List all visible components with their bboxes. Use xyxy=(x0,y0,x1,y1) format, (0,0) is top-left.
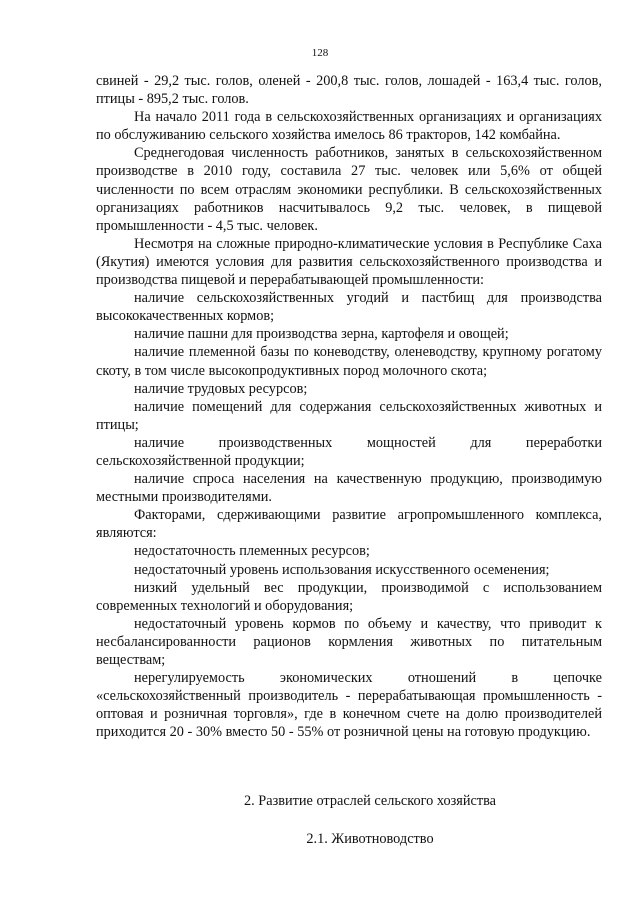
list-item-feed: недостаточный уровень кормов по объему и качеству, что приводит к несбалансированности рационов кормления животных по питательным веществам; xyxy=(96,615,602,668)
list-item-breeding-shortage: недостаточность племенных ресурсов; xyxy=(134,543,370,560)
list-item-arable: наличие пашни для производства зерна, картофеля и овощей; xyxy=(134,326,509,343)
section-heading: 2. Развитие отраслей сельского хозяйства xyxy=(244,793,496,809)
paragraph-workforce: Среднегодовая численность работников, занятых в сельскохозяйственном производстве в 2010 году, составила 27 тыс. человек или 5,6% от общей численности по всем отраслям экономики республики. В сельскохозяйственных организациях работников насчитывалось 9,2 тыс. человек, в пищевой промышленности - 4,5 тыс. человек. xyxy=(96,145,602,234)
list-item-capacity: наличие производственных мощностей для переработки сельскохозяйственной продукции; xyxy=(96,434,602,469)
list-item-technology: низкий удельный вес продукции, производимой с использованием современных технологий и оборудования; xyxy=(96,579,602,614)
paragraph-conditions-intro: Несмотря на сложные природно-климатические условия в Республике Саха (Якутия) имеются условия для развития сельскохозяйственного производства и производства пищевой и перерабатывающей промышленности: xyxy=(96,235,602,289)
list-item-demand: наличие спроса населения на качественную продукцию, производимую местными производителями. xyxy=(96,471,602,506)
list-item-land: наличие сельскохозяйственных угодий и пастбищ для производства высококачественных кормов; xyxy=(96,290,602,325)
list-item-labor: наличие трудовых ресурсов; xyxy=(134,380,308,397)
list-item-premises: наличие помещений для содержания сельскохозяйственных животных и птицы; xyxy=(96,398,602,433)
body-text xyxy=(96,72,602,741)
paragraph-constraints-intro: Факторами, сдерживающими развитие агропромышленного комплекса, являются: xyxy=(96,507,602,542)
list-item-economic-relations: нерегулируемость экономических отношений в цепочке «сельскохозяйственный производитель - перерабатывающая промышленность - оптовая и розничная торговля», где в конечном счете на долю производителей приходится 20 - 30% вместо 50 - 55% от розничной цены на готовую продукцию. xyxy=(96,670,602,741)
paragraph-machinery: На начало 2011 года в сельскохозяйственных организациях и организациях по обслуживанию сельского хозяйства имелось 86 тракторов, 142 комбайна. xyxy=(96,109,602,144)
page-number: 128 xyxy=(311,47,329,59)
subsection-heading: 2.1. Животноводство xyxy=(306,831,434,847)
list-item-insemination: недостаточный уровень использования искусственного осеменения; xyxy=(134,561,550,578)
list-item-breeding-base: наличие племенной базы по коневодству, оленеводству, крупному рогатому скоту, в том числе высокопродуктивных пород молочного скота; xyxy=(96,344,602,379)
paragraph-livestock-continued: свиней - 29,2 тыс. голов, оленей - 200,8 тыс. голов, лошадей - 163,4 тыс. голов, птицы - 895,2 тыс. голов. xyxy=(96,73,602,108)
